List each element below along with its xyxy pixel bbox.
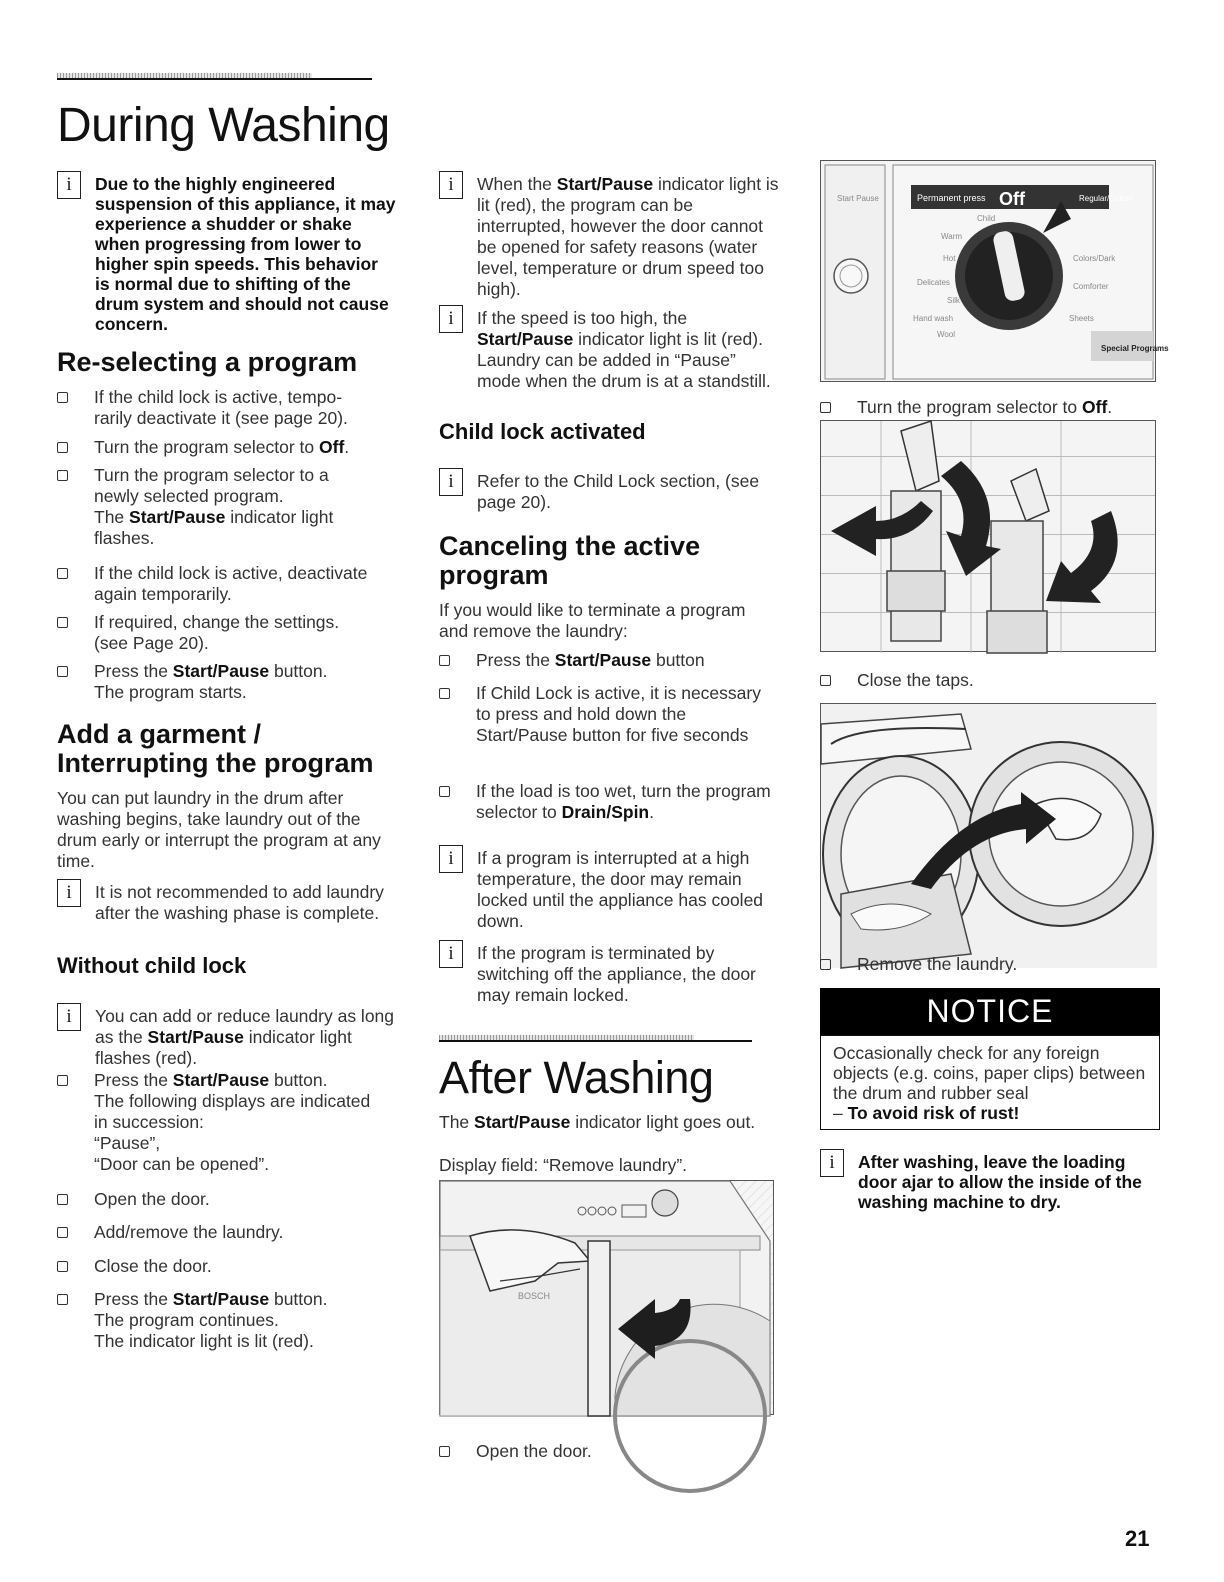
regular-cotton-label: Regular/Cotton	[1079, 194, 1133, 203]
reselect-step-5	[57, 612, 377, 654]
page-number: 21	[1125, 1526, 1150, 1551]
step-text: Open the door.	[94, 1189, 210, 1209]
info-shudder-text: Due to the highly engineered suspension of this appliance, it may experience a shudder or shake when progressing from lower to higher spin speeds. This behavior is normal due to shifting of the drum system and should not cause concern.	[95, 174, 396, 334]
checkbox-icon	[57, 442, 68, 453]
step-text: Press the Start/Pause button	[476, 650, 705, 670]
silk-label: Silk	[947, 296, 960, 305]
info-shudder	[57, 174, 397, 334]
checkbox-icon	[57, 1194, 68, 1205]
info-child-lock	[439, 471, 769, 513]
after-line1: The Start/Pause indicator light goes out.	[439, 1112, 756, 1132]
step-text: Close the taps.	[857, 670, 974, 690]
without-step-close	[57, 1256, 212, 1277]
checkbox-icon	[57, 1227, 68, 1238]
step-text: If Child Lock is active, it is necessary to press and hold down the Start/Pause button for five seconds	[476, 683, 761, 745]
hand-wash-label: Hand wash	[913, 314, 954, 323]
wool-label: Wool	[937, 330, 956, 339]
colors-label: Colors/Dark	[1073, 254, 1116, 263]
info-start-pause-lit	[439, 174, 779, 300]
program-dial-illustration	[820, 160, 1169, 382]
checkbox-icon	[57, 392, 68, 403]
checkbox-icon	[57, 1075, 68, 1086]
step-text: Turn the program selector to a newly selected program. The Start/Pause indicator light flashes.	[94, 465, 334, 548]
without-step-open	[57, 1189, 210, 1210]
washer-door-illustration	[439, 1180, 774, 1415]
step-text: If required, change the settings. (see Page 20).	[94, 612, 340, 653]
after-line2: Display field: “Remove laundry”.	[439, 1155, 688, 1175]
step-text: Add/remove the laundry.	[94, 1222, 284, 1242]
after-step-open	[439, 1441, 592, 1462]
checkbox-icon	[439, 688, 450, 699]
step-text: Remove the laundry.	[857, 954, 1018, 974]
info-icon: i	[439, 171, 463, 199]
garment-heading: Add a garment / Interrupting the program	[57, 719, 374, 778]
step-text: Close the door.	[94, 1256, 212, 1276]
reselect-step-2	[57, 437, 377, 458]
info-icon: i	[439, 845, 463, 873]
reselect-step-1	[57, 387, 377, 429]
special-programs-label: Special Programs	[1101, 344, 1169, 353]
checkbox-icon	[57, 470, 68, 481]
after-step-off	[820, 397, 1112, 418]
checkbox-icon	[57, 1294, 68, 1305]
permanent-press-label: Permanent press	[917, 193, 986, 203]
info-add-reduce	[57, 1006, 397, 1069]
reselect-step-4	[57, 563, 377, 605]
info-speed-high	[439, 308, 779, 392]
step-text: If the load is too wet, turn the program selector to Drain/Spin.	[476, 781, 771, 822]
info-text: After washing, leave the loading door ajar to allow the inside of the washing machine to dry.	[858, 1152, 1142, 1212]
taps-illustration	[820, 420, 1156, 652]
info-not-recommended	[57, 882, 397, 924]
info-icon: i	[57, 879, 81, 907]
without-step-press2	[57, 1289, 377, 1352]
notice-header: NOTICE	[820, 988, 1160, 1035]
checkbox-icon	[439, 655, 450, 666]
info-text: It is not recommended to add laundry after the washing phase is complete.	[95, 882, 384, 923]
info-text: Refer to the Child Lock section, (see page 20).	[477, 471, 760, 512]
checkbox-icon	[820, 402, 831, 413]
child-lock-heading: Child lock activated	[439, 419, 646, 444]
brand-label: BOSCH	[518, 1291, 551, 1301]
without-step-press	[57, 1070, 387, 1175]
without-step-addremove	[57, 1222, 283, 1243]
notice-box	[820, 1035, 1160, 1130]
after-step-remove	[820, 954, 1017, 975]
title-rule	[57, 78, 372, 80]
notice-text: Occasionally check for any foreign objects (e.g. coins, paper clips) between the drum and rubber seal	[833, 1043, 1146, 1103]
checkbox-icon	[820, 959, 831, 970]
info-icon: i	[439, 940, 463, 968]
step-text: Open the door.	[476, 1441, 592, 1461]
child-label: Child	[977, 214, 996, 223]
drum-illustration	[820, 703, 1156, 967]
page-title: During Washing	[57, 99, 390, 152]
notice-rust: – To avoid risk of rust!	[833, 1103, 1020, 1123]
reselect-heading: Re-selecting a program	[57, 347, 358, 377]
step-text: Turn the program selector to Off.	[857, 397, 1113, 417]
without-lock-heading: Without child lock	[57, 953, 247, 978]
step-text: Press the Start/Pause button. The program starts.	[94, 661, 328, 702]
sheets-label: Sheets	[1069, 314, 1094, 323]
checkbox-icon	[57, 617, 68, 628]
info-icon: i	[57, 171, 81, 199]
info-text: When the Start/Pause indicator light is lit (red), the program can be interrupted, however the door cannot be opened for safety reasons (water level, temperature or drum speed too high).	[477, 174, 779, 299]
garment-body: You can put laundry in the drum after washing begins, take laundry out of the drum early or interrupt the program at any time.	[57, 788, 381, 871]
cancel-step-1	[439, 650, 779, 671]
off-label: Off	[999, 189, 1025, 209]
after-rule	[439, 1040, 752, 1042]
reselect-step-6	[57, 661, 377, 703]
info-text: If the speed is too high, the Start/Pause indicator light is lit (red). Laundry can be added in “Pause” mode when the drum is at a standstill.	[477, 308, 771, 391]
step-text: Press the Start/Pause button. The following displays are indicated in succession: “Pause”, “Door can be opened”.	[94, 1070, 371, 1174]
cancel-body: If you would like to terminate a program and remove the laundry:	[439, 600, 746, 641]
reselect-step-3	[57, 465, 377, 549]
info-icon: i	[439, 305, 463, 333]
checkbox-icon	[820, 675, 831, 686]
step-text: Press the Start/Pause button. The program continues. The indicator light is lit (red).	[94, 1289, 328, 1351]
info-icon: i	[57, 1003, 81, 1031]
checkbox-icon	[439, 786, 450, 797]
info-switch-off	[439, 943, 779, 1006]
after-step-taps	[820, 670, 974, 691]
step-text: If the child lock is active, tempo-rarily deactivate it (see page 20).	[94, 387, 348, 428]
checkbox-icon	[57, 1261, 68, 1272]
info-door-ajar	[820, 1152, 1165, 1212]
info-icon: i	[439, 468, 463, 496]
comforter-label: Comforter	[1073, 282, 1109, 291]
info-text: If the program is terminated by switching off the appliance, the door may remain locked.	[477, 943, 756, 1005]
hot-label: Hot	[943, 254, 956, 263]
cancel-step-3	[439, 781, 779, 823]
cancel-heading: Canceling the active program	[439, 531, 701, 590]
step-text: Turn the program selector to Off.	[94, 437, 350, 457]
info-high-temp	[439, 848, 779, 932]
info-icon: i	[820, 1149, 844, 1177]
info-text: You can add or reduce laundry as long as the Start/Pause indicator light flashes (red).	[95, 1006, 395, 1068]
step-text: If the child lock is active, deactivate again temporarily.	[94, 563, 368, 604]
delicates-label: Delicates	[917, 278, 950, 287]
cancel-step-2	[439, 683, 779, 746]
checkbox-icon	[439, 1446, 450, 1457]
start-pause-label: Start Pause	[837, 194, 879, 203]
info-text: If a program is interrupted at a high temperature, the door may remain locked until the appliance has cooled down.	[477, 848, 764, 931]
checkbox-icon	[57, 666, 68, 677]
checkbox-icon	[57, 568, 68, 579]
warm-label: Warm	[941, 232, 963, 241]
after-title: After Washing	[439, 1052, 714, 1103]
